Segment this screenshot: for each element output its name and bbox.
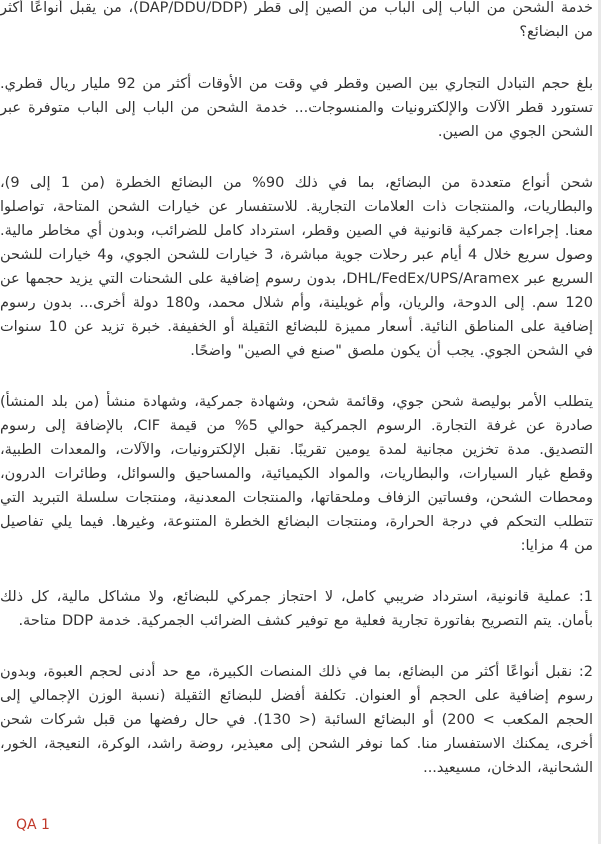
advantage-1-paragraph: 1: عملية قانونية، استرداد ضريبي كامل، لا احتجاز جمركي للبضائع، ولا مشاكل مالية، كل ذلك بأمان. يتم التصريح بفاتورة تجارية فعلية مع توفير كشف الضرائب الجمركية. خدمة DDP متاحة. bbox=[0, 589, 593, 629]
question-heading: خدمة الشحن من الباب إلى الباب من الصين إلى قطر (DAP/DDU/DDP)، من يقبل أنواعًا أكثر من البضائع؟ bbox=[0, 0, 593, 40]
advantage-2-paragraph: 2: نقبل أنواعًا أكثر من البضائع، بما في ذلك المنصات الكبيرة، مع حد أدنى لحجم العبوة، وبدون رسوم إضافية على الحجم أو العنوان. تكلفة أفضل للبضائع الثقيلة (نسبة الوزن الإجمالي إلى الحجم المكعب > 200) أو البضائع السائبة (< 130). في حال رفضها من قبل شركات شحن أخرى، يمكنك الاستفسار منا. كما نوفر الشحن إلى معيذير، روضة راشد، الوكرة، النعيجة، الخور، الشحانية، الدخان، مسيعيد... bbox=[0, 664, 593, 776]
qa-badge[interactable]: QA 1 bbox=[16, 816, 53, 834]
trade-volume-paragraph: بلغ حجم التبادل التجاري بين الصين وقطر في وقت من الأوقات أكثر من 92 مليار ريال قطري. تستورد قطر الآلات والإلكترونيات والمنسوجات... خدمة الشحن من الباب إلى الباب متوفرة عبر الشحن الجوي من الصين. bbox=[0, 76, 594, 140]
goods-types-paragraph: شحن أنواع متعددة من البضائع، بما في ذلك 90% من البضائع الخطرة (من 1 إلى 9)، والبطاريات، والمنتجات ذات العلامات التجارية. للاستفسار عن خيارات الشحن المتاحة، تواصلوا معنا. إجراءات جمركية قانونية في الصين وقطر، استرداد كامل للضرائب، وبدون أي مخاطر مالية. وصول سريع خلال 4 أيام عبر رحلات جوية مباشرة، 3 خيارات للشحن الجوي، و4 خيارات للشحن السريع عبر DHL/FedEx/UPS/Aramex، بدون رسوم إضافية على الشحنات التي يزيد حجمها عن 120 سم. إلى الدوحة، والريان، وأم غويلينة، وأم شلال محمد، و180 دولة أخرى... بدون رسوم إضافية على المناطق النائية. أسعار مميزة للبضائع الثقيلة أو الخفيفة. خبرة تزيد عن 10 سنوات في الشحن الجوي. يجب أن يكون ملصق "صنع في الصين" واضحًا. bbox=[0, 175, 594, 359]
documents-paragraph: يتطلب الأمر بوليصة شحن جوي، وقائمة شحن، وشهادة جمركية، وشهادة منشأ (من بلد المنشأ) صادرة عن غرفة التجارة. الرسوم الجمركية حوالي 5% من قيمة CIF، بالإضافة إلى رسوم التصديق. مدة تخزين مجانية لمدة يومين تقريبًا. نقبل الإلكترونيات، والآلات، والمعدات الطبية، وقطع غيار السيارات، والبطاريات، والمواد الكيميائية، والمساحيق والسوائل، وطائرات الدرون، ومحطات الشحن، وفساتين الزفاف وملحقاتها، والمنتجات المعدنية، ومنتجات سلسلة التبريد التي تتطلب التحكم في درجة الحرارة، ومنتجات البضائع الخطرة المتنوعة، وغيرها. فيما يلي تفاصيل من 4 مزايا: bbox=[0, 394, 593, 554]
